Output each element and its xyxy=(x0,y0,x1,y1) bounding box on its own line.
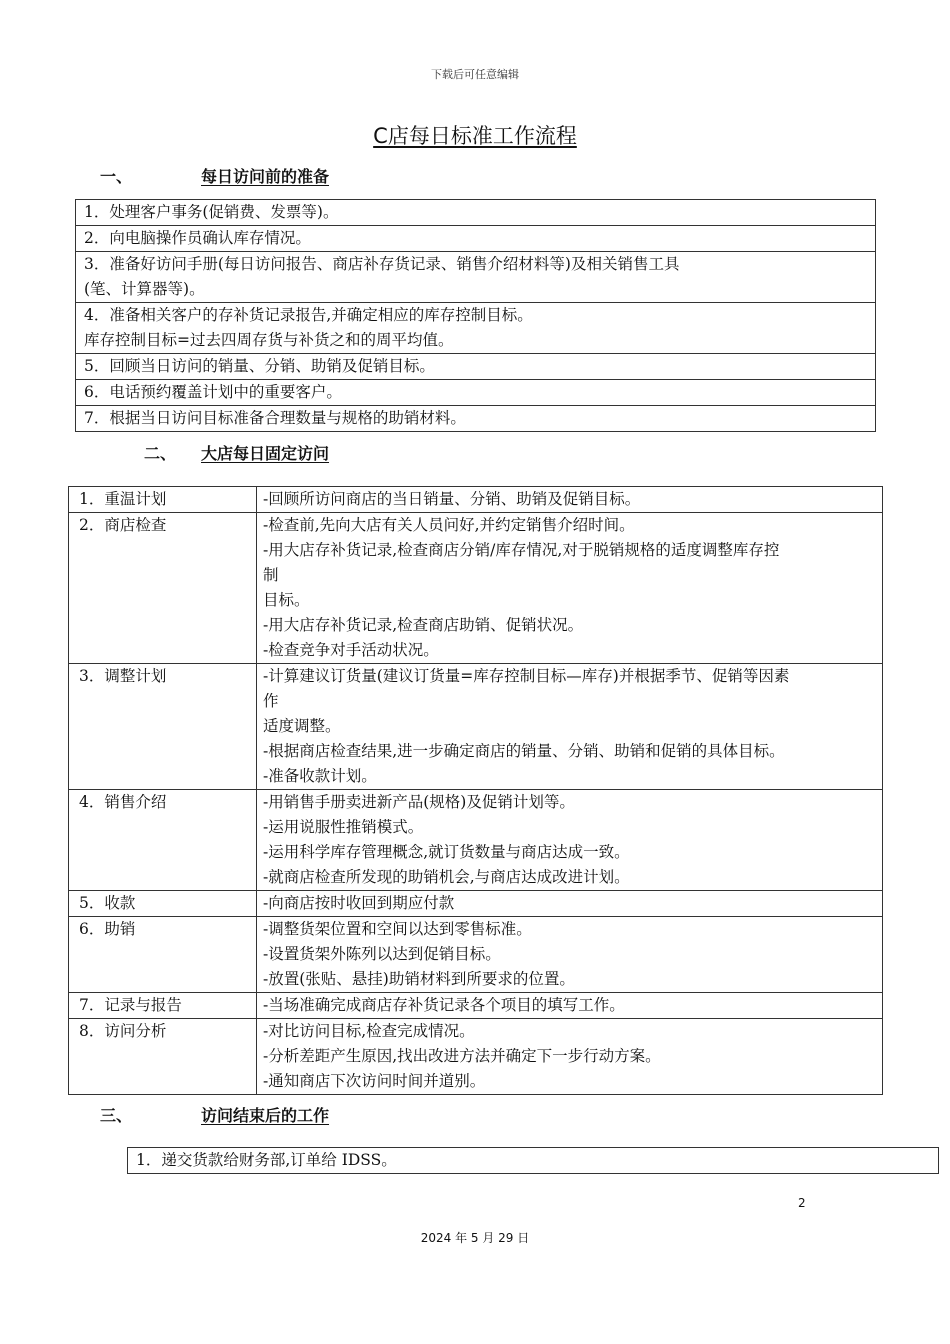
preparation-item-text: 1．处理客户事务(促销费、发票等)。 xyxy=(84,203,339,221)
visit-step-detail-line: -回顾所访问商店的当日销量、分销、助销及促销目标。 xyxy=(263,490,641,508)
visit-step-detail-line: -向商店按时收回到期应付款 xyxy=(263,894,455,912)
preparation-item-text: 5．回顾当日访问的销量、分销、助销及促销目标。 xyxy=(84,357,435,375)
visit-step-detail-line: -用大店存补货记录,检查商店助销、促销状况。 xyxy=(263,616,584,634)
visit-step-detail-line: 目标。 xyxy=(263,591,310,609)
visit-step-row xyxy=(69,513,883,664)
visit-step-detail-line: -运用说服性推销模式。 xyxy=(263,818,424,836)
preparation-row xyxy=(76,252,876,303)
visit-step-label-text: 3．调整计划 xyxy=(79,667,167,685)
post-visit-table xyxy=(127,1147,939,1174)
section1-number: 一、 xyxy=(100,167,133,186)
preparation-row xyxy=(76,226,876,252)
preparation-item-text: (笔、计算器等)。 xyxy=(84,280,205,298)
preparation-row xyxy=(76,406,876,432)
preparation-row xyxy=(76,354,876,380)
visit-step-detail-line: -当场准确完成商店存补货记录各个项目的填写工作。 xyxy=(263,996,625,1014)
visit-step-detail-line: -调整货架位置和空间以达到零售标准。 xyxy=(263,920,532,938)
post-visit-item-text: 1．递交货款给财务部,订单给 IDSS。 xyxy=(136,1151,397,1169)
section3-title: 访问结束后的工作 xyxy=(201,1106,330,1125)
visit-step-detail-line: -用大店存补货记录,检查商店分销/库存情况,对于脱销规格的适度调整库存控 xyxy=(263,541,780,559)
visit-step-detail-line: -计算建议订货量(建议订货量=库存控制目标—库存)并根据季节、促销等因素 xyxy=(263,667,790,685)
preparation-cell xyxy=(76,406,876,432)
visit-step-row xyxy=(69,917,883,993)
daily-visit-table xyxy=(68,486,883,1095)
visit-step-details xyxy=(257,487,883,513)
visit-step-details xyxy=(257,891,883,917)
visit-step-detail-line: -用销售手册卖进新产品(规格)及促销计划等。 xyxy=(263,793,575,811)
visit-step-details xyxy=(257,993,883,1019)
visit-step-label xyxy=(69,917,257,993)
visit-step-label-text: 7．记录与报告 xyxy=(79,996,182,1014)
visit-step-label xyxy=(69,487,257,513)
visit-step-label xyxy=(69,790,257,891)
preparation-row xyxy=(76,380,876,406)
visit-step-label xyxy=(69,1019,257,1095)
visit-step-label xyxy=(69,513,257,664)
visit-step-detail-line: -检查前,先向大店有关人员问好,并约定销售介绍时间。 xyxy=(263,516,635,534)
visit-step-row xyxy=(69,790,883,891)
document-title: C店每日标准工作流程 xyxy=(373,124,577,148)
visit-step-details xyxy=(257,917,883,993)
visit-step-row xyxy=(69,993,883,1019)
visit-step-detail-line: -检查竞争对手活动状况。 xyxy=(263,641,439,659)
visit-step-label-text: 6．助销 xyxy=(79,920,136,938)
preparation-item-text: 4．准备相关客户的存补货记录报告,并确定相应的库存控制目标。 xyxy=(84,306,533,324)
visit-step-details xyxy=(257,1019,883,1095)
visit-step-detail-line: -分析差距产生原因,找出改进方法并确定下一步行动方案。 xyxy=(263,1047,661,1065)
visit-step-label-text: 2．商店检查 xyxy=(79,516,167,534)
visit-step-detail-line: 适度调整。 xyxy=(263,717,341,735)
visit-step-row xyxy=(69,1019,883,1095)
section2-number: 二、 xyxy=(144,444,177,463)
section1-heading xyxy=(100,164,500,188)
preparation-item-text: 2．向电脑操作员确认库存情况。 xyxy=(84,229,311,247)
visit-step-detail-line: 作 xyxy=(263,692,279,710)
visit-step-details xyxy=(257,664,883,790)
preparation-table xyxy=(75,199,876,432)
visit-step-row xyxy=(69,891,883,917)
preparation-item-text: 3．准备好访问手册(每日访问报告、商店补存货记录、销售介绍材料等)及相关销售工具 xyxy=(84,255,680,273)
preparation-cell xyxy=(76,354,876,380)
visit-step-label-text: 4．销售介绍 xyxy=(79,793,167,811)
section3-heading xyxy=(100,1103,500,1127)
visit-step-detail-line: -放置(张贴、悬挂)助销材料到所要求的位置。 xyxy=(263,970,575,988)
preparation-item-text: 库存控制目标=过去四周存货与补货之和的周平均值。 xyxy=(84,331,454,349)
visit-step-row xyxy=(69,487,883,513)
preparation-item-text: 6．电话预约覆盖计划中的重要客户。 xyxy=(84,383,342,401)
visit-step-detail-line: -根据商店检查结果,进一步确定商店的销量、分销、助销和促销的具体目标。 xyxy=(263,742,785,760)
post-visit-row xyxy=(128,1148,939,1174)
preparation-cell xyxy=(76,380,876,406)
preparation-cell xyxy=(76,226,876,252)
section2-heading xyxy=(144,441,544,465)
visit-step-detail-line: -准备收款计划。 xyxy=(263,767,377,785)
header-note: 下载后可任意编辑 xyxy=(431,68,519,81)
visit-step-detail-line: -运用科学库存管理概念,就订货数量与商店达成一致。 xyxy=(263,843,630,861)
visit-step-label xyxy=(69,664,257,790)
preparation-row xyxy=(76,200,876,226)
preparation-row xyxy=(76,303,876,354)
preparation-cell xyxy=(76,303,876,354)
section3-number: 三、 xyxy=(100,1106,133,1125)
footer-date: 2024 年 5 月 29 日 xyxy=(420,1231,530,1245)
visit-step-label-text: 5．收款 xyxy=(79,894,136,912)
section2-title: 大店每日固定访问 xyxy=(201,444,330,463)
visit-step-row xyxy=(69,664,883,790)
visit-step-label xyxy=(69,891,257,917)
post-visit-cell xyxy=(128,1148,939,1174)
visit-step-detail-line: 制 xyxy=(263,566,279,584)
section1-title: 每日访问前的准备 xyxy=(201,167,330,186)
visit-step-details xyxy=(257,790,883,891)
visit-step-detail-line: -对比访问目标,检查完成情况。 xyxy=(263,1022,475,1040)
page-number: 2 xyxy=(798,1196,806,1210)
preparation-item-text: 7．根据当日访问目标准备合理数量与规格的助销材料。 xyxy=(84,409,466,427)
visit-step-detail-line: -就商店检查所发现的助销机会,与商店达成改进计划。 xyxy=(263,868,630,886)
preparation-cell xyxy=(76,252,876,303)
visit-step-details xyxy=(257,513,883,664)
preparation-cell xyxy=(76,200,876,226)
visit-step-detail-line: -设置货架外陈列以达到促销目标。 xyxy=(263,945,501,963)
visit-step-label-text: 1．重温计划 xyxy=(79,490,167,508)
visit-step-label-text: 8．访问分析 xyxy=(79,1022,167,1040)
visit-step-detail-line: -通知商店下次访问时间并道别。 xyxy=(263,1072,486,1090)
visit-step-label xyxy=(69,993,257,1019)
